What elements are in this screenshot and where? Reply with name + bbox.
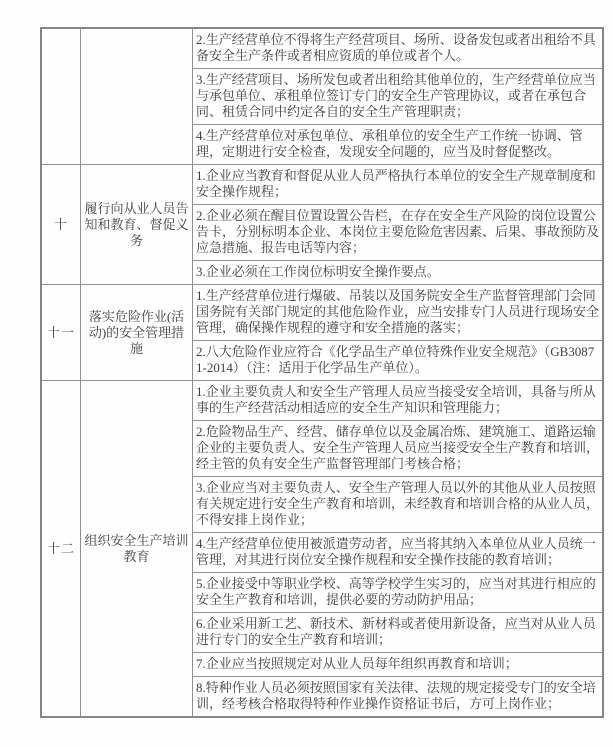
table-row [41,285,603,341]
document-page [40,27,600,718]
item-text: 7.企业应当按照规定对从业人员每年组织再教育和培训； [193,653,604,677]
item-text: 8.特种作业人员必须按照国家有关法律、法规的规定接受专门的安全培训，经考核合格取得特种作业操作资格证书后，方可上岗作业； [193,677,604,718]
group-label [81,28,193,165]
group-label: 组织安全生产培训教育 [81,381,193,718]
item-text: 2.企业必须在醒目位置设置公告栏，在存在安全生产风险的岗位设置公告卡，分别标明本企业、本岗位主要危险危害因素、后果、事故预防及应急措施、报告电话等内容； [193,205,604,261]
table-row [41,28,603,69]
table-row [41,381,603,421]
item-text: 3.企业应当对主要负责人、安全生产管理人员以外的其他从业人员按照有关规定进行安全生产教育和培训，未经教育和培训合格的从业人员，不得安排上岗作业； [193,477,604,533]
item-text: 2.危险物品生产、经营、储存单位以及金属冶炼、建筑施工、道路运输企业的主要负责人、安全生产管理人员应当接受安全生产教育和培训，经主管的负有安全生产监督管理部门考核合格； [193,421,604,477]
item-text: 1.企业应当教育和督促从业人员严格执行本单位的安全生产规章制度和安全操作规程； [193,165,604,205]
item-text: 3.生产经营项目、场所发包或者出租给其他单位的，生产经营单位应当与承包单位、承租单位签订专门的安全生产管理协议，或者在承包合同、租赁合同中约定各自的安全生产管理职责； [193,69,604,125]
safety-regulation-table [40,27,604,718]
item-text: 4.生产经营单位使用被派遣劳动者，应当将其纳入本单位从业人员统一管理，对其进行岗位安全操作规程和安全操作技能的教育培训； [193,533,604,573]
item-text: 2.八大危险作业应符合《化学品生产单位特殊作业安全规范》（GB30871-2014）（注：适用于化学品生产单位）。 [193,341,604,381]
group-number: 十一 [41,285,81,381]
item-text: 1.企业主要负责人和安全生产管理人员应当接受安全培训，具备与所从事的生产经营活动相适应的安全生产知识和管理能力； [193,381,604,421]
item-text: 5.企业接受中等职业学校、高等学校学生实习的，应当对其进行相应的安全生产教育和培训，提供必要的劳动防护用品； [193,573,604,613]
group-number: 十 [41,165,81,285]
group-number [41,28,81,165]
item-text: 4.生产经营单位对承包单位、承租单位的安全生产工作统一协调、管理，定期进行安全检查，发现安全问题的，应当及时督促整改。 [193,125,604,165]
table-row [41,165,603,205]
safety-regulation-table-body [41,28,603,717]
group-number: 十二 [41,381,81,718]
item-text: 6.企业采用新工艺、新技术、新材料或者使用新设备，应当对从业人员进行专门的安全生产教育和培训； [193,613,604,653]
item-text: 2.生产经营单位不得将生产经营项目、场所、设备发包或者出租给不具备安全生产条件或者相应资质的单位或者个人。 [193,28,604,69]
item-text: 3.企业必须在工作岗位标明安全操作要点。 [193,261,604,285]
item-text: 1.生产经营单位进行爆破、吊装以及国务院安全生产监督管理部门会同国务院有关部门规定的其他危险作业，应当安排专门人员进行现场安全管理，确保操作规程的遵守和安全措施的落实； [193,285,604,341]
group-label: 落实危险作业(活动)的安全管理措施 [81,285,193,381]
group-label: 履行向从业人员告知和教育、督促义务 [81,165,193,285]
